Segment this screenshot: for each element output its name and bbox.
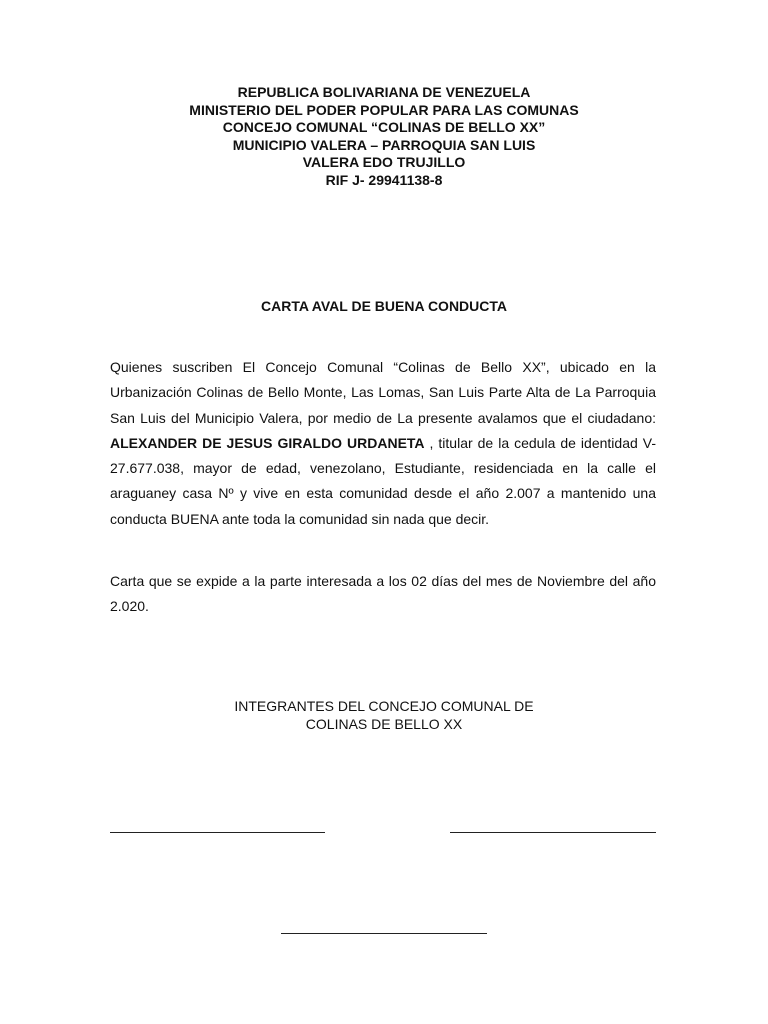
header-line-rif: RIF J- 29941138-8	[325, 171, 443, 188]
header-line-council: CONCEJO COMUNAL “COLINAS DE BELLO XX”	[222, 119, 546, 135]
header-line-republic: REPUBLICA BOLIVARIANA DE VENEZUELA	[237, 84, 531, 100]
letterhead	[0, 84, 768, 189]
body-paragraph-1	[110, 355, 656, 532]
signature-line-center	[281, 933, 487, 934]
paragraph-1-rest: , titular de la cedula de identidad V- 27.677.038, mayor de edad, venezolano, Estudiante, residenciada en la calle el araguaney casa Nº y vive en esta comunidad desde el año 2.007 a mantenido una conducta BUENA ante toda la comunidad sin nada que decir.	[110, 434, 656, 527]
signature-line-left	[110, 832, 325, 833]
body-paragraph-2: Carta que se expide a la parte interesada a los 02 días del mes de Noviembre del año 2.020.	[110, 573, 656, 615]
signature-line-right	[450, 832, 656, 833]
members-caption-line-2: COLINAS DE BELLO XX	[305, 715, 463, 732]
council-members-caption	[0, 698, 768, 733]
header-line-municipality: MUNICIPIO VALERA – PARROQUIA SAN LUIS	[232, 136, 536, 153]
paragraph-1-intro: Quienes suscriben El Concejo Comunal “Colinas de Bello XX”, ubicado en la Urbanización Colinas de Bello Monte, Las Lomas, San Luis Parte Alta de La Parroquia San Luis del Municipio Valera, por medio de La presente avalamos que el ciudadano:	[110, 359, 656, 426]
document-title: CARTA AVAL DE BUENA CONDUCTA	[260, 298, 508, 314]
header-line-ministry: MINISTERIO DEL PODER POPULAR PARA LAS COMUNAS	[189, 101, 579, 118]
members-caption-line-1: INTEGRANTES DEL CONCEJO COMUNAL DE	[234, 698, 534, 714]
header-line-state: VALERA EDO TRUJILLO	[302, 154, 466, 170]
citizen-name: ALEXANDER DE JESUS GIRALDO URDANETA	[110, 434, 425, 451]
